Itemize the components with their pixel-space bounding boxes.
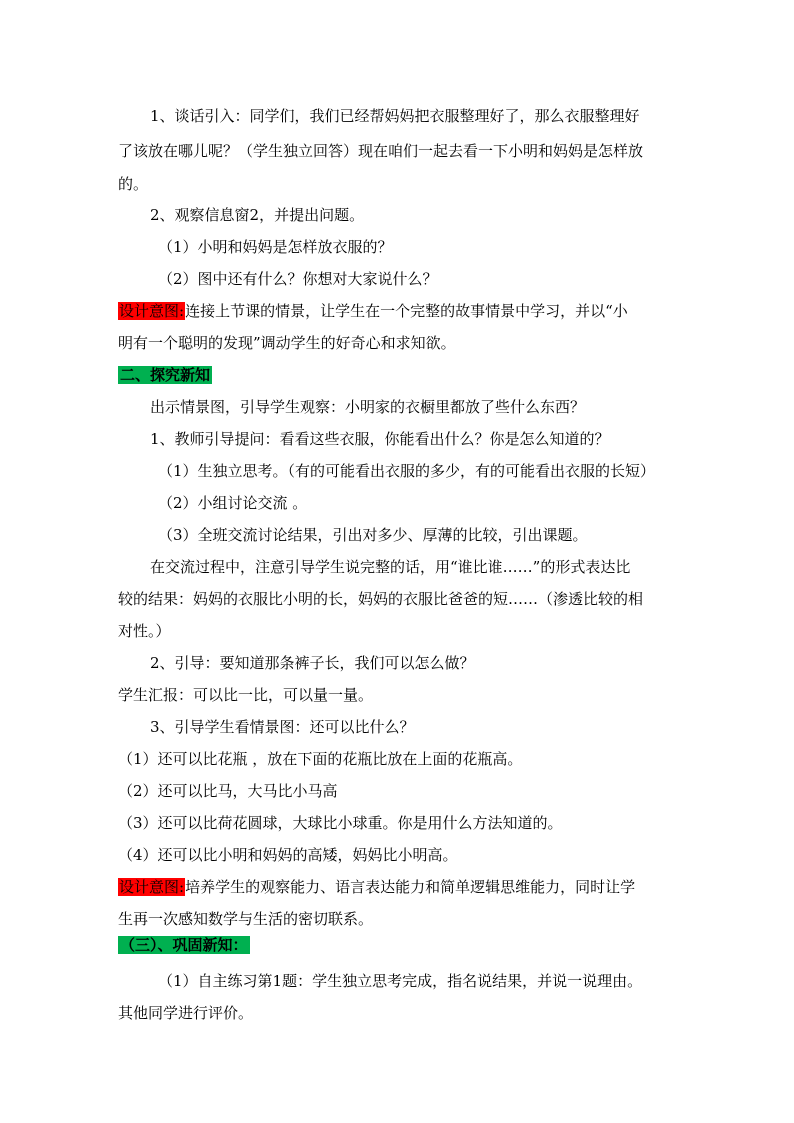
paragraph-line: 学生汇报：可以比一比，可以量一量。 xyxy=(118,686,374,704)
paragraph-text: 连接上节课的情景，让学生在一个完整的故事情景中学习，并以“小 xyxy=(185,302,628,320)
paragraph-line: （1）自主练习第1题：学生独立思考完成，指名说结果，并说一说理由。 xyxy=(158,972,643,990)
paragraph-line: 了该放在哪儿呢？（学生独立回答）现在咱们一起去看一下小明和妈妈是怎样放 xyxy=(118,142,644,160)
paragraph-line: （2）小组讨论交流 。 xyxy=(158,494,308,512)
paragraph-line: （3）还可以比荷花圆球，大球比小球重。你是用什么方法知道的。 xyxy=(118,814,563,832)
section-heading: （三）、巩固新知： xyxy=(120,936,248,954)
design-intent-line xyxy=(118,300,678,322)
paragraph-line: 明有一个聪明的发现”调动学生的好奇心和求知欲。 xyxy=(118,334,456,352)
design-intent-label: 设计意图: xyxy=(119,302,185,320)
paragraph-line: （4）还可以比小明和妈妈的高矮，妈妈比小明高。 xyxy=(118,846,458,864)
paragraph-line: 3、引导学生看情景图：还可以比什么？ xyxy=(150,718,415,736)
paragraph-line: 1、谈话引入：同学们，我们已经帮妈妈把衣服整理好了，那么衣服整理好 xyxy=(150,107,640,125)
paragraph-line: 其他同学进行评价。 xyxy=(118,1004,254,1022)
paragraph-line: 2、引导：要知道那条裤子长，我们可以怎么做？ xyxy=(150,654,475,672)
paragraph-line: 2、观察信息窗2，并提出问题。 xyxy=(150,206,365,224)
paragraph-line: （1）小明和妈妈是怎样放衣服的？ xyxy=(158,238,393,256)
paragraph-line: 出示情景图，引导学生观察：小明家的衣橱里都放了些什么东西？ xyxy=(150,398,586,416)
design-intent-line xyxy=(118,876,678,898)
paragraph-line: 较的结果：妈妈的衣服比小明的长，妈妈的衣服比爸爸的短……（渗透比较的相 xyxy=(118,590,644,608)
paragraph-text: 培养学生的观察能力、语言表达能力和简单逻辑思维能力，同时让学 xyxy=(185,878,636,896)
section-heading: 二、探究新知 xyxy=(120,366,211,384)
paragraph-line: （2）还可以比马，大马比小马高 xyxy=(118,782,338,800)
section-heading-line xyxy=(118,364,678,386)
paragraph-line: 的。 xyxy=(118,175,149,193)
paragraph-line: （3）全班交流讨论结果，引出对多少、厚薄的比较，引出课题。 xyxy=(158,526,588,544)
design-intent-label: 设计意图: xyxy=(119,878,185,896)
paragraph-line: 对性。） xyxy=(118,622,171,640)
paragraph-line: （1）还可以比花瓶 ，放在下面的花瓶比放在上面的花瓶高。 xyxy=(118,750,523,768)
paragraph-line: 在交流过程中，注意引导学生说完整的话，用“谁比谁……”的形式表达比 xyxy=(150,558,631,576)
paragraph-line: （2）图中还有什么？你想对大家说什么？ xyxy=(158,270,438,288)
paragraph-line: 生再一次感知数学与生活的密切联系。 xyxy=(118,910,374,928)
paragraph-line: 1、教师引导提问：看看这些衣服，你能看出什么？你是怎么知道的？ xyxy=(150,430,610,448)
paragraph-line: （1）生独立思考。（有的可能看出衣服的多少，有的可能看出衣服的长短） xyxy=(158,462,656,480)
section-heading-line xyxy=(118,934,678,956)
